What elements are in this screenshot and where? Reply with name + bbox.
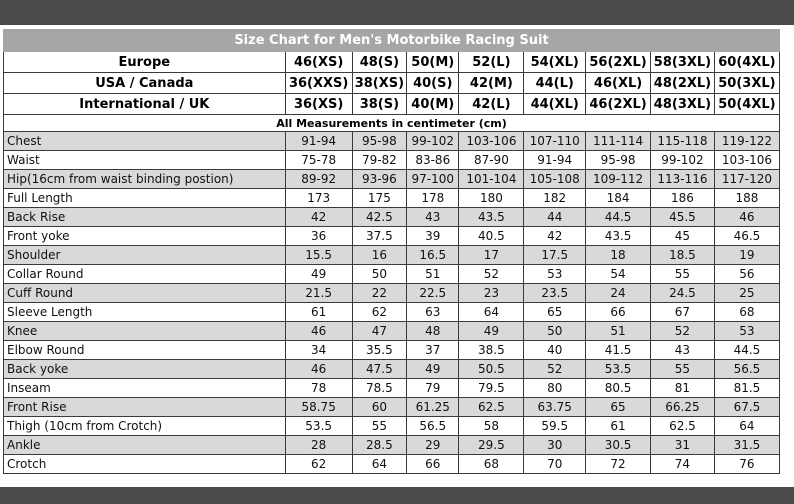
size-header-cell: 38(S) <box>352 94 406 115</box>
size-header-cell: 42(L) <box>459 94 524 115</box>
measurement-row <box>4 379 780 398</box>
measurement-name: Ankle <box>4 436 286 455</box>
measurement-value: 42 <box>285 208 352 227</box>
size-header-cell: 40(S) <box>407 73 459 94</box>
measurement-value: 103-106 <box>714 151 779 170</box>
measurement-value: 23 <box>459 284 524 303</box>
measurement-value: 40.5 <box>459 227 524 246</box>
measurement-row <box>4 303 780 322</box>
measurement-value: 64 <box>714 417 779 436</box>
measurement-value: 35.5 <box>352 341 406 360</box>
measurement-name: Elbow Round <box>4 341 286 360</box>
measurement-name: Collar Round <box>4 265 286 284</box>
measurement-value: 111-114 <box>586 132 651 151</box>
measurement-value: 16.5 <box>407 246 459 265</box>
size-header-cell: 36(XS) <box>285 94 352 115</box>
measurement-value: 62.5 <box>651 417 715 436</box>
measurement-value: 62.5 <box>459 398 524 417</box>
size-system-label: International / UK <box>4 94 286 115</box>
measurement-name: Chest <box>4 132 286 151</box>
measurement-value: 53 <box>524 265 586 284</box>
size-header-row <box>4 52 780 73</box>
measurement-value: 119-122 <box>714 132 779 151</box>
size-header-cell: 38(XS) <box>352 73 406 94</box>
measurement-value: 48 <box>407 322 459 341</box>
size-header-cell: 48(2XL) <box>651 73 715 94</box>
measurement-value: 56.5 <box>407 417 459 436</box>
measurement-value: 21.5 <box>285 284 352 303</box>
measurement-value: 22 <box>352 284 406 303</box>
measurement-value: 67 <box>651 303 715 322</box>
measurement-value: 87-90 <box>459 151 524 170</box>
measurement-value: 29.5 <box>459 436 524 455</box>
measurement-value: 52 <box>651 322 715 341</box>
measurement-value: 89-92 <box>285 170 352 189</box>
measurement-value: 49 <box>285 265 352 284</box>
measurement-value: 101-104 <box>459 170 524 189</box>
measurement-row <box>4 265 780 284</box>
measurement-value: 44.5 <box>586 208 651 227</box>
measurement-value: 18 <box>586 246 651 265</box>
measurement-value: 188 <box>714 189 779 208</box>
measurement-value: 40 <box>524 341 586 360</box>
measurement-value: 18.5 <box>651 246 715 265</box>
measurement-value: 115-118 <box>651 132 715 151</box>
measurement-value: 44.5 <box>714 341 779 360</box>
measurement-value: 58 <box>459 417 524 436</box>
measurement-value: 52 <box>459 265 524 284</box>
size-header-cell: 44(XL) <box>524 94 586 115</box>
measurement-value: 99-102 <box>407 132 459 151</box>
measurement-name: Full Length <box>4 189 286 208</box>
measurement-value: 79.5 <box>459 379 524 398</box>
size-header-cell: 46(XL) <box>586 73 651 94</box>
measurement-value: 19 <box>714 246 779 265</box>
measurement-value: 30 <box>524 436 586 455</box>
measurement-value: 47 <box>352 322 406 341</box>
measurement-value: 17.5 <box>524 246 586 265</box>
measurement-value: 30.5 <box>586 436 651 455</box>
size-header-row <box>4 94 780 115</box>
size-header-cell: 46(XS) <box>285 52 352 73</box>
measurement-value: 95-98 <box>352 132 406 151</box>
measurement-value: 46 <box>714 208 779 227</box>
measurement-value: 31.5 <box>714 436 779 455</box>
measurement-value: 53 <box>714 322 779 341</box>
measurement-value: 65 <box>524 303 586 322</box>
measurement-value: 62 <box>352 303 406 322</box>
measurement-value: 83-86 <box>407 151 459 170</box>
measurement-value: 61 <box>586 417 651 436</box>
measurement-value: 34 <box>285 341 352 360</box>
measurement-value: 68 <box>459 455 524 474</box>
measurement-row <box>4 417 780 436</box>
measurement-row <box>4 455 780 474</box>
measurement-value: 51 <box>586 322 651 341</box>
measurement-value: 45 <box>651 227 715 246</box>
measurement-value: 36 <box>285 227 352 246</box>
size-header-cell: 50(M) <box>407 52 459 73</box>
size-header-cell: 52(L) <box>459 52 524 73</box>
measurement-value: 16 <box>352 246 406 265</box>
measurement-value: 41.5 <box>586 341 651 360</box>
measurement-value: 31 <box>651 436 715 455</box>
measurement-value: 55 <box>651 265 715 284</box>
size-header-row <box>4 73 780 94</box>
measurement-value: 37.5 <box>352 227 406 246</box>
measurement-value: 37 <box>407 341 459 360</box>
measurement-name: Crotch <box>4 455 286 474</box>
measurement-value: 39 <box>407 227 459 246</box>
measurement-value: 103-106 <box>459 132 524 151</box>
measurement-row <box>4 284 780 303</box>
measurement-value: 42 <box>524 227 586 246</box>
size-header-cell: 44(L) <box>524 73 586 94</box>
measurement-value: 56.5 <box>714 360 779 379</box>
measurement-value: 75-78 <box>285 151 352 170</box>
measurement-value: 91-94 <box>524 151 586 170</box>
measurement-value: 17 <box>459 246 524 265</box>
measurement-value: 78.5 <box>352 379 406 398</box>
measurement-value: 79 <box>407 379 459 398</box>
measurement-value: 29 <box>407 436 459 455</box>
measurement-value: 91-94 <box>285 132 352 151</box>
measurement-value: 46 <box>285 360 352 379</box>
measurement-value: 59.5 <box>524 417 586 436</box>
size-header-cell: 50(3XL) <box>714 73 779 94</box>
measurement-name: Shoulder <box>4 246 286 265</box>
measurement-value: 42.5 <box>352 208 406 227</box>
measurement-value: 53.5 <box>285 417 352 436</box>
measurement-value: 76 <box>714 455 779 474</box>
measurement-value: 49 <box>407 360 459 379</box>
measurement-value: 53.5 <box>586 360 651 379</box>
measurement-value: 64 <box>352 455 406 474</box>
measurement-row <box>4 398 780 417</box>
measurement-value: 107-110 <box>524 132 586 151</box>
measurement-value: 105-108 <box>524 170 586 189</box>
measurement-value: 81.5 <box>714 379 779 398</box>
measurement-value: 178 <box>407 189 459 208</box>
measurement-value: 25 <box>714 284 779 303</box>
measurement-value: 95-98 <box>586 151 651 170</box>
measurement-value: 62 <box>285 455 352 474</box>
measurement-value: 175 <box>352 189 406 208</box>
size-header-cell: 42(M) <box>459 73 524 94</box>
size-header-cell: 48(3XL) <box>651 94 715 115</box>
measurement-value: 43.5 <box>459 208 524 227</box>
measurement-value: 43 <box>407 208 459 227</box>
chart-title: Size Chart for Men's Motorbike Racing Suit <box>4 30 780 52</box>
measurement-value: 55 <box>352 417 406 436</box>
measurement-value: 184 <box>586 189 651 208</box>
size-header-cell: 60(4XL) <box>714 52 779 73</box>
measurement-name: Thigh (10cm from Crotch) <box>4 417 286 436</box>
measurement-name: Knee <box>4 322 286 341</box>
measurement-row <box>4 170 780 189</box>
measurement-value: 72 <box>586 455 651 474</box>
size-header-cell: 46(2XL) <box>586 94 651 115</box>
measurement-value: 61 <box>285 303 352 322</box>
measurement-name: Back yoke <box>4 360 286 379</box>
measurement-value: 28.5 <box>352 436 406 455</box>
size-header-cell: 48(S) <box>352 52 406 73</box>
measurement-value: 78 <box>285 379 352 398</box>
measurement-value: 67.5 <box>714 398 779 417</box>
measurement-value: 180 <box>459 189 524 208</box>
measurement-value: 79-82 <box>352 151 406 170</box>
measurement-name: Cuff Round <box>4 284 286 303</box>
measurement-row <box>4 246 780 265</box>
measurement-name: Sleeve Length <box>4 303 286 322</box>
measurement-value: 173 <box>285 189 352 208</box>
measurement-value: 61.25 <box>407 398 459 417</box>
measurement-value: 182 <box>524 189 586 208</box>
size-header-cell: 58(3XL) <box>651 52 715 73</box>
measurement-value: 15.5 <box>285 246 352 265</box>
size-header-cell: 50(4XL) <box>714 94 779 115</box>
size-system-label: USA / Canada <box>4 73 286 94</box>
measurement-value: 66 <box>586 303 651 322</box>
measurement-value: 43 <box>651 341 715 360</box>
measurement-row <box>4 208 780 227</box>
measurement-value: 113-116 <box>651 170 715 189</box>
measurement-value: 80.5 <box>586 379 651 398</box>
measurement-value: 64 <box>459 303 524 322</box>
measurement-value: 22.5 <box>407 284 459 303</box>
measurement-value: 58.75 <box>285 398 352 417</box>
measurement-value: 50 <box>524 322 586 341</box>
measurement-value: 63 <box>407 303 459 322</box>
title-row <box>4 30 780 52</box>
measurement-name: Hip(16cm from waist binding postion) <box>4 170 286 189</box>
measurement-value: 24 <box>586 284 651 303</box>
measurement-value: 66.25 <box>651 398 715 417</box>
measurement-row <box>4 341 780 360</box>
size-header-cell: 54(XL) <box>524 52 586 73</box>
measurement-value: 186 <box>651 189 715 208</box>
measurement-value: 74 <box>651 455 715 474</box>
measurement-value: 55 <box>651 360 715 379</box>
measurement-row <box>4 189 780 208</box>
measurement-value: 24.5 <box>651 284 715 303</box>
size-system-label: Europe <box>4 52 286 73</box>
measurement-value: 54 <box>586 265 651 284</box>
measurement-name: Front Rise <box>4 398 286 417</box>
size-header-cell: 56(2XL) <box>586 52 651 73</box>
measurement-value: 65 <box>586 398 651 417</box>
measurement-name: Inseam <box>4 379 286 398</box>
size-header-cell: 40(M) <box>407 94 459 115</box>
measurement-value: 47.5 <box>352 360 406 379</box>
measurement-row <box>4 132 780 151</box>
measurement-value: 117-120 <box>714 170 779 189</box>
measurement-value: 99-102 <box>651 151 715 170</box>
measurement-value: 52 <box>524 360 586 379</box>
measurement-value: 28 <box>285 436 352 455</box>
measurement-name: Front yoke <box>4 227 286 246</box>
measurement-row <box>4 151 780 170</box>
measurement-value: 68 <box>714 303 779 322</box>
measurement-value: 63.75 <box>524 398 586 417</box>
measurement-value: 51 <box>407 265 459 284</box>
measurement-value: 46.5 <box>714 227 779 246</box>
measurement-value: 109-112 <box>586 170 651 189</box>
units-note: All Measurements in centimeter (cm) <box>4 115 780 132</box>
measurement-value: 38.5 <box>459 341 524 360</box>
document-frame <box>0 25 794 487</box>
measurement-row <box>4 322 780 341</box>
measurement-value: 81 <box>651 379 715 398</box>
measurement-row <box>4 436 780 455</box>
measurement-value: 56 <box>714 265 779 284</box>
units-note-row <box>4 115 780 132</box>
measurement-name: Back Rise <box>4 208 286 227</box>
measurement-row <box>4 360 780 379</box>
measurement-value: 45.5 <box>651 208 715 227</box>
measurement-value: 44 <box>524 208 586 227</box>
size-chart-table <box>3 29 780 474</box>
measurement-value: 66 <box>407 455 459 474</box>
size-header-cell: 36(XXS) <box>285 73 352 94</box>
measurement-row <box>4 227 780 246</box>
measurement-value: 93-96 <box>352 170 406 189</box>
measurement-value: 80 <box>524 379 586 398</box>
measurement-value: 70 <box>524 455 586 474</box>
measurement-value: 46 <box>285 322 352 341</box>
measurement-value: 50.5 <box>459 360 524 379</box>
measurement-value: 50 <box>352 265 406 284</box>
measurement-value: 60 <box>352 398 406 417</box>
measurement-value: 49 <box>459 322 524 341</box>
measurement-value: 43.5 <box>586 227 651 246</box>
measurement-value: 23.5 <box>524 284 586 303</box>
measurement-value: 97-100 <box>407 170 459 189</box>
measurement-name: Waist <box>4 151 286 170</box>
